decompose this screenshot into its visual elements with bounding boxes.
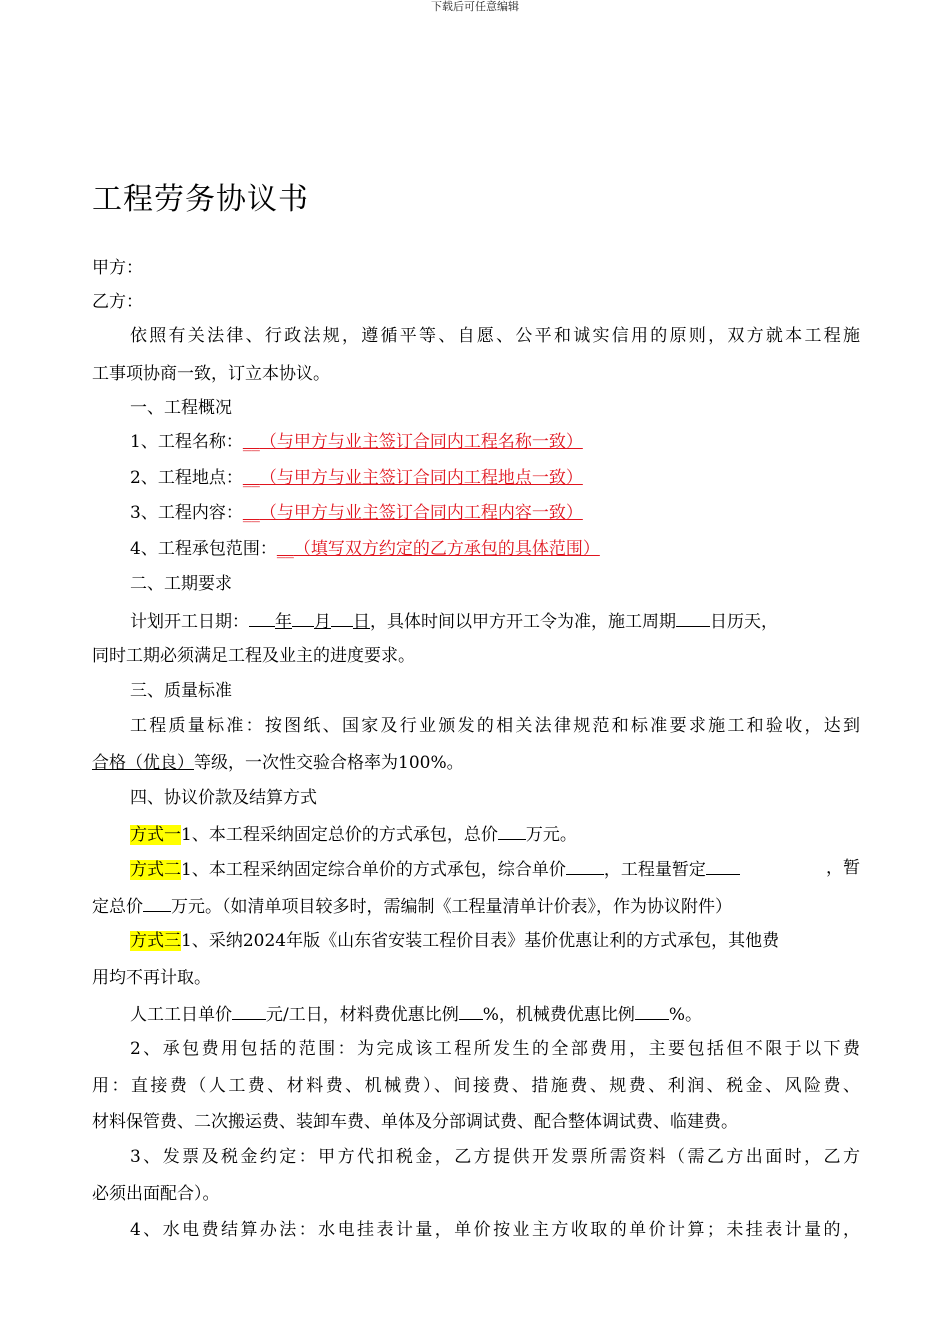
cost-scope-line-1: 2、承包费用包括的范围：为完成该工程所发生的全部费用，主要包括但不限于以下费 — [130, 1039, 860, 1059]
provisional-label: ，暂 — [826, 858, 860, 878]
project-content-label: 3、工程内容： — [130, 503, 243, 523]
party-a-line: 甲方： — [92, 258, 143, 278]
project-name-line — [130, 430, 860, 454]
method-one-line — [130, 821, 860, 847]
method-three-line-2: 用均不再计取。 — [92, 968, 211, 988]
project-name-value[interactable]: __（与甲方与业主签订合同内工程名称一致） — [242, 432, 583, 452]
quality-standard-rest: 等级，一次性交验合格率为100%。 — [194, 753, 464, 773]
method-one-tag: 方式一 — [130, 825, 181, 845]
labor-unit-price-blank[interactable] — [232, 1001, 266, 1020]
contract-scope-line — [130, 537, 860, 561]
day-label: 日 — [353, 612, 370, 632]
material-discount-label: 元/工日，材料费优惠比例 — [266, 1005, 459, 1025]
method-two-line-1 — [130, 856, 860, 882]
provisional-total-blank[interactable] — [143, 893, 171, 912]
intro-paragraph-line-2: 工事项协商一致，订立本协议。 — [92, 364, 330, 384]
quantity-label: ，工程量暂定 — [603, 860, 706, 880]
method-three-tag: 方式三 — [130, 931, 181, 951]
method-two-note: 万元。（如清单项目较多时，需编制《工程量清单计价表》，作为协议附件） — [171, 897, 732, 917]
month-label: 月 — [314, 612, 331, 632]
provisional-total-label: 定总价 — [92, 897, 143, 917]
project-name-label: 1、工程名称： — [130, 432, 243, 452]
labor-rate-line — [130, 1001, 860, 1027]
contract-scope-label: 4、工程承包范围： — [130, 539, 277, 559]
section-heading-project-overview: 一、工程概况 — [130, 398, 232, 418]
quality-grade[interactable]: 合格（优良） — [92, 753, 194, 773]
start-date-text: ，具体时间以甲方开工令为准，施工周期 — [370, 612, 676, 632]
machinery-discount-blank[interactable] — [635, 1001, 669, 1020]
labor-unit-price-label: 人工工日单价 — [130, 1005, 232, 1025]
method-one-text: 1、本工程采纳固定总价的方式承包，总价 — [181, 825, 498, 845]
cost-scope-line-3: 材料保管费、二次搬运费、装卸车费、单体及分部调试费、配合整体调试费、临建费。 — [92, 1112, 738, 1132]
section-heading-price-settlement: 四、协议价款及结算方式 — [130, 788, 317, 808]
method-two-line-2 — [92, 893, 860, 919]
section-heading-schedule: 二、工期要求 — [130, 574, 232, 594]
quality-standard-line-2 — [92, 751, 860, 775]
invoice-tax-line-2: 必须出面配合）。 — [92, 1184, 220, 1204]
section-heading-quality: 三、质量标准 — [130, 681, 232, 701]
project-location-label: 2、工程地点： — [130, 468, 243, 488]
invoice-tax-line-1: 3、发票及税金约定：甲方代扣税金，乙方提供开发票所需资料（需乙方出面时，乙方 — [130, 1147, 860, 1167]
quantity-blank[interactable] — [706, 856, 740, 875]
project-location-line — [130, 466, 860, 490]
party-b-line: 乙方： — [92, 292, 143, 312]
cost-scope-line-2: 用：直接费（人工费、材料费、机械费）、间接费、措施费、规费、利润、税金、风险费、 — [92, 1076, 860, 1096]
project-location-value[interactable]: __（与甲方与业主签订合同内工程地点一致） — [242, 468, 583, 488]
unit-price-blank[interactable] — [566, 856, 604, 875]
method-two-tag: 方式二 — [130, 860, 181, 880]
start-month-blank[interactable] — [292, 608, 314, 627]
method-three-text: 1、采纳2024年版《山东省安装工程价目表》基价优惠让利的方式承包，其他费 — [181, 931, 780, 951]
calendar-days-label: 日历天， — [710, 612, 778, 632]
percent-end-label: %。 — [668, 1005, 703, 1025]
construction-period-blank[interactable] — [676, 608, 710, 627]
method-three-line-1 — [130, 929, 860, 953]
page-header-note: 下载后可任意编辑 — [431, 0, 519, 13]
start-date-line — [130, 608, 860, 634]
utility-settlement-line-1: 4、水电费结算办法：水电挂表计量，单价按业主方收取的单价计算；未挂表计量的， — [130, 1220, 860, 1240]
document-title: 工程劳务协议书 — [92, 182, 309, 217]
start-date-label: 计划开工日期： — [130, 612, 249, 632]
method-two-text: 1、本工程采纳固定综合单价的方式承包，综合单价 — [181, 860, 566, 880]
contract-scope-value[interactable]: __（填写双方约定的乙方承包的具体范围） — [276, 539, 600, 559]
schedule-requirement-line: 同时工期必须满足工程及业主的进度要求。 — [92, 646, 415, 666]
quality-standard-line-1: 工程质量标准：按图纸、国家及行业颁发的相关法律规范和标准要求施工和验收，达到 — [130, 716, 860, 736]
start-year-blank[interactable] — [249, 608, 275, 627]
ten-thousand-yuan-label: 万元。 — [525, 825, 577, 845]
material-discount-blank[interactable] — [459, 1001, 483, 1020]
project-content-line — [130, 501, 860, 525]
intro-paragraph-line-1: 依照有关法律、行政法规，遵循平等、自愿、公平和诚实信用的原则，双方就本工程施 — [130, 326, 860, 346]
start-day-blank[interactable] — [331, 608, 353, 627]
machinery-discount-label: %，机械费优惠比例 — [482, 1005, 635, 1025]
total-price-blank[interactable] — [498, 821, 526, 840]
year-label: 年 — [275, 612, 292, 632]
project-content-value[interactable]: __（与甲方与业主签订合同内工程内容一致） — [242, 503, 583, 523]
